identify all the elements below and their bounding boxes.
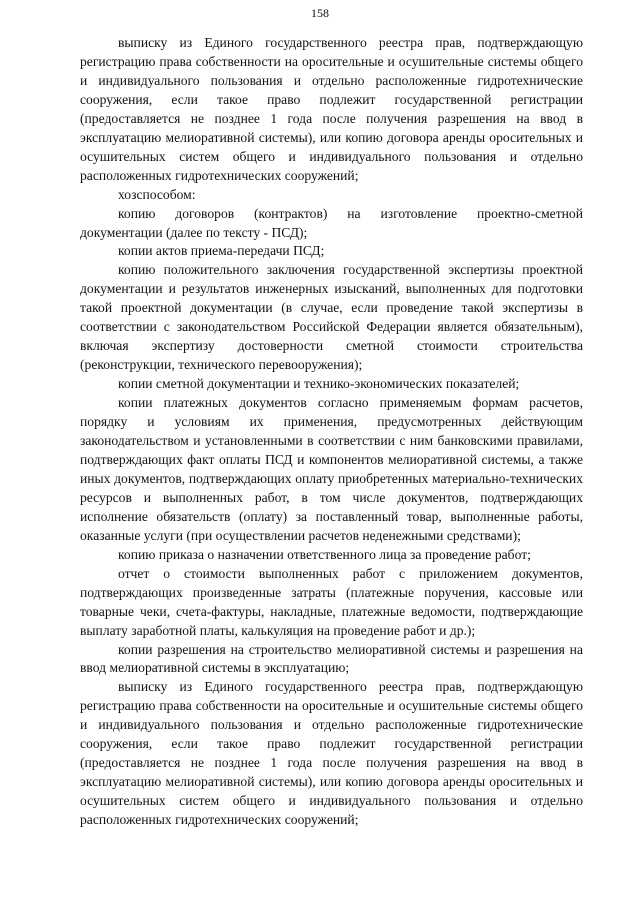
paragraph-cost-report: отчет о стоимости выполненных работ с приложением документов, подтверждающих произведенные затраты (платежные поручения, кассовые или товарные чеки, счета-фактуры, накладные, платежные ведомости, подтверждающие выплату заработной платы, калькуляция на проведение работ и др.); <box>80 565 583 638</box>
page-number: 158 <box>311 6 329 20</box>
paragraph-estimate-documentation: копии сметной документации и технико-экономических показателей; <box>118 376 520 392</box>
paragraph-self-method-heading: хозспособом: <box>118 186 196 202</box>
paragraph-registry-extract: выписку из Единого государственного реестра прав, подтверждающую регистрацию права собственности на оросительные и осушительные системы общего и индивидуального пользования и отдельно расположенные гидротехнические сооружения, если такое право подлежит государственной регистрации (предоставляется не позднее 1 года после получения разрешения на ввод в эксплуатацию мелиоративной системы), или копию договора аренды оросительных и осушительных систем общего и индивидуального пользования и отдельно расположенных гидротехнических сооружений; <box>80 35 583 183</box>
paragraph-state-expertise: копию положительного заключения государственной экспертизы проектной документации и результатов инженерных изысканий, выполненных для подготовки такой проектной документации (в случае, если проведение такой экспертизы в соответствии с законодательством Российской Федерации является обязательным), включая экспертизу достоверности сметной стоимости строительства (реконструкции, технического перевооружения); <box>80 262 583 373</box>
document-body <box>80 34 583 830</box>
paragraph-responsible-person-order: копию приказа о назначении ответственного лица за проведение работ; <box>118 546 531 562</box>
paragraph-registry-extract-repeat: выписку из Единого государственного реестра прав, подтверждающую регистрацию права собственности на оросительные и осушительные системы общего и индивидуального пользования и отдельно расположенные гидротехнические сооружения, если такое право подлежит государственной регистрации (предоставляется не позднее 1 года после получения разрешения на ввод в эксплуатацию мелиоративной системы), или копию договора аренды оросительных и осушительных систем общего и индивидуального пользования и отдельно расположенных гидротехнических сооружений; <box>80 679 583 828</box>
paragraph-design-contracts: копию договоров (контрактов) на изготовление проектно-сметной документации (далее по тексту - ПСД); <box>80 205 583 240</box>
paragraph-payment-documents: копии платежных документов согласно применяемым формам расчетов, порядку и условиям их применения, предусмотренных действующим законодательством и установленными в соответствии с ним банковскими правилами, подтверждающих факт оплаты ПСД и компонентов мелиоративной системы, а также иных документов, подтверждающих оплату приобретенных материально-технических ресурсов и выполненных работ, в том числе документов, подтверждающих исполнение обязательств (оплату) за поставленный товар, выполненные работы, оказанные услуги (при осуществлении расчетов неденежными средствами); <box>80 395 583 543</box>
paragraph-transfer-acts: копии актов приема-передачи ПСД; <box>118 243 325 259</box>
paragraph-construction-permits: копии разрешения на строительство мелиоративной системы и разрешения на ввод мелиоративной системы в эксплуатацию; <box>80 641 583 676</box>
